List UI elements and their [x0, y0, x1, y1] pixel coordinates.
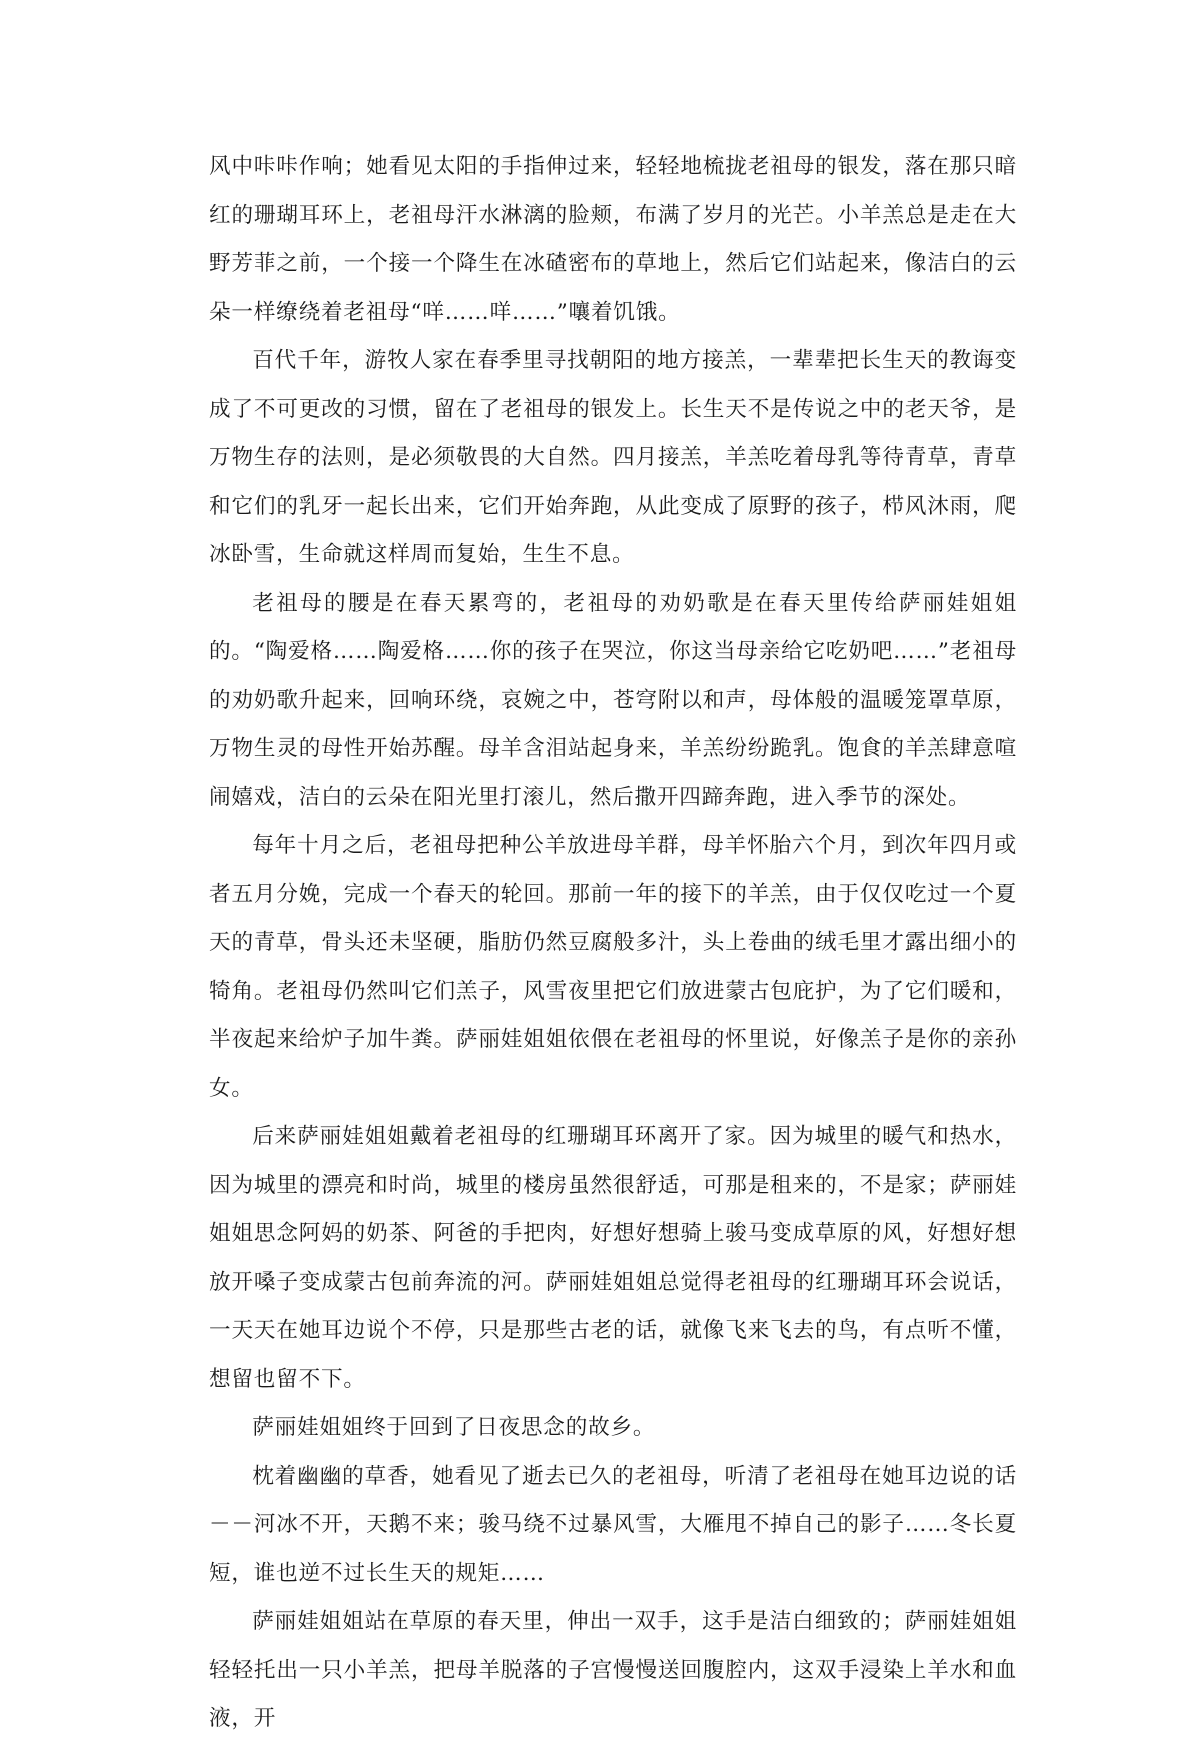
paragraph-4: 每年十月之后，老祖母把种公羊放进母羊群，母羊怀胎六个月，到次年四月或者五月分娩，完成一个春天的轮回。那前一年的接下的羊羔，由于仅仅吃过一个夏天的青草，骨头还未坚硬，脂肪仍然豆腐般多汁，头上卷曲的绒毛里才露出细小的犄角。老祖母仍然叫它们羔子，风雪夜里把它们放进蒙古包庇护，为了它们暖和，半夜起来给炉子加牛粪。萨丽娃姐姐依偎在老祖母的怀里说，好像羔子是你的亲孙女。 — [209, 833, 1017, 1101]
paragraph-6: 萨丽娃姐姐终于回到了日夜思念的故乡。 — [252, 1415, 656, 1440]
paragraph-8: 萨丽娃姐姐站在草原的春天里，伸出一双手，这手是洁白细致的；萨丽娃姐姐轻轻托出一只小羊羔，把母羊脱落的子宫慢慢送回腹腔内，这双手浸染上羊水和血液，开 — [209, 1609, 1017, 1731]
paragraph-2: 百代千年，游牧人家在春季里寻找朝阳的地方接羔，一辈辈把长生天的教诲变成了不可更改的习惯，留在了老祖母的银发上。长生天不是传说之中的老天爷，是万物生存的法则，是必须敬畏的大自然。四月接羔，羊羔吃着母乳等待青草，青草和它们的乳牙一起长出来，它们开始奔跑，从此变成了原野的孩子，栉风沐雨，爬冰卧雪，生命就这样周而复始，生生不息。 — [209, 348, 1017, 567]
paragraph-3: 老祖母的腰是在春天累弯的，老祖母的劝奶歌是在春天里传给萨丽娃姐姐的。“陶爱格……陶爱格……你的孩子在哭泣，你这当母亲给它吃奶吧……”老祖母的劝奶歌升起来，回响环绕，哀婉之中，苍穹附以和声，母体般的温暖笼罩草原，万物生灵的母性开始苏醒。母羊含泪站起身来，羊羔纷纷跪乳。饱食的羊羔肆意喧闹嬉戏，洁白的云朵在阳光里打滚儿，然后撒开四蹄奔跑，进入季节的深处。 — [209, 590, 1017, 810]
paragraph-5: 后来萨丽娃姐姐戴着老祖母的红珊瑚耳环离开了家。因为城里的暖气和热水，因为城里的漂亮和时尚，城里的楼房虽然很舒适，可那是租来的，不是家；萨丽娃姐姐思念阿妈的奶茶、阿爸的手把肉，好想好想骑上骏马变成草原的风，好想好想放开嗓子变成蒙古包前奔流的河。萨丽娃姐姐总觉得老祖母的红珊瑚耳环会说话，一天天在她耳边说个不停，只是那些古老的话，就像飞来飞去的鸟，有点听不懂，想留也留不下。 — [209, 1124, 1017, 1392]
paragraph-7: 枕着幽幽的草香，她看见了逝去已久的老祖母，听清了老祖母在她耳边说的话－－河冰不开，天鹅不来；骏马绕不过暴风雪，大雁甩不掉自己的影子……冬长夏短，谁也逆不过长生天的规矩…… — [209, 1463, 1017, 1586]
paragraph-1: 风中咔咔作响；她看见太阳的手指伸过来，轻轻地梳拢老祖母的银发，落在那只暗红的珊瑚耳环上，老祖母汗水淋漓的脸颊，布满了岁月的光芒。小羊羔总是走在大野芳菲之前，一个接一个降生在冰碴密布的草地上，然后它们站起来，像洁白的云朵一样缭绕着老祖母“咩……咩……”嚷着饥饿。 — [209, 154, 1017, 325]
document-body — [209, 143, 1017, 1744]
